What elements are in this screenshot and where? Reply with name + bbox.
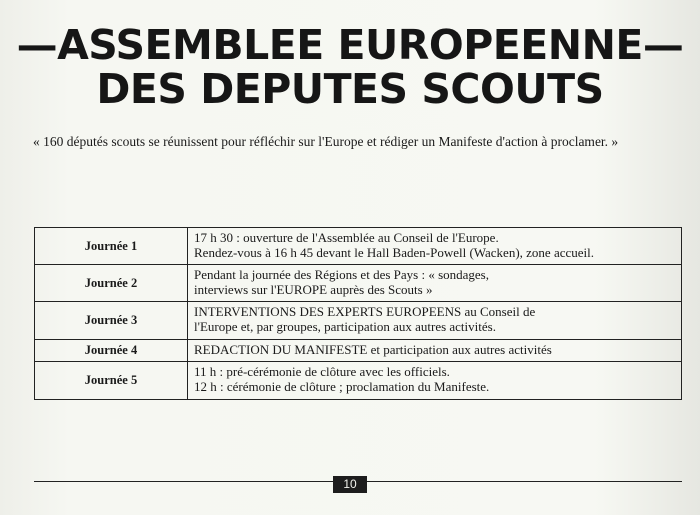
description-line: Pendant la journée des Régions et des Pays : « sondages, xyxy=(194,267,489,282)
day-description xyxy=(188,228,682,265)
page-title-line-2: DES DEPUTES SCOUTS xyxy=(96,65,604,113)
day-label: Journée 3 xyxy=(35,302,188,340)
day-description xyxy=(188,362,682,400)
page-number: 10 xyxy=(333,476,367,493)
table-row xyxy=(35,265,682,302)
day-label: Journée 5 xyxy=(35,362,188,400)
table-row xyxy=(35,362,682,400)
description-line: Rendez-vous à 16 h 45 devant le Hall Baden-Powell (Wacken), zone accueil. xyxy=(194,245,594,260)
table-row xyxy=(35,340,682,362)
description-line: 11 h : pré-cérémonie de clôture avec les officiels. xyxy=(194,364,450,379)
table-row xyxy=(35,228,682,265)
description-line: interviews sur l'EUROPE auprès des Scouts » xyxy=(194,282,433,297)
description-line: INTERVENTIONS DES EXPERTS EUROPEENS au Conseil de xyxy=(194,304,536,319)
day-label: Journée 4 xyxy=(35,340,188,362)
day-description xyxy=(188,265,682,302)
intro-paragraph: « 160 députés scouts se réunissent pour réfléchir sur l'Europe et rédiger un Manifeste d'action à proclamer. » xyxy=(33,134,619,149)
description-line: 17 h 30 : ouverture de l'Assemblée au Conseil de l'Europe. xyxy=(194,230,499,245)
day-label: Journée 2 xyxy=(35,265,188,302)
description-line: REDACTION DU MANIFESTE et participation aux autres activités xyxy=(194,342,552,357)
table-row xyxy=(35,302,682,340)
day-description xyxy=(188,302,682,340)
description-line: l'Europe et, par groupes, participation aux autres activités. xyxy=(194,319,496,334)
day-label: Journée 1 xyxy=(35,228,188,265)
description-line: 12 h : cérémonie de clôture ; proclamation du Manifeste. xyxy=(194,379,490,394)
day-description xyxy=(188,340,682,362)
page-title-line-1: —ASSEMBLEE EUROPEENNE— xyxy=(16,21,684,69)
schedule-table xyxy=(34,227,682,400)
